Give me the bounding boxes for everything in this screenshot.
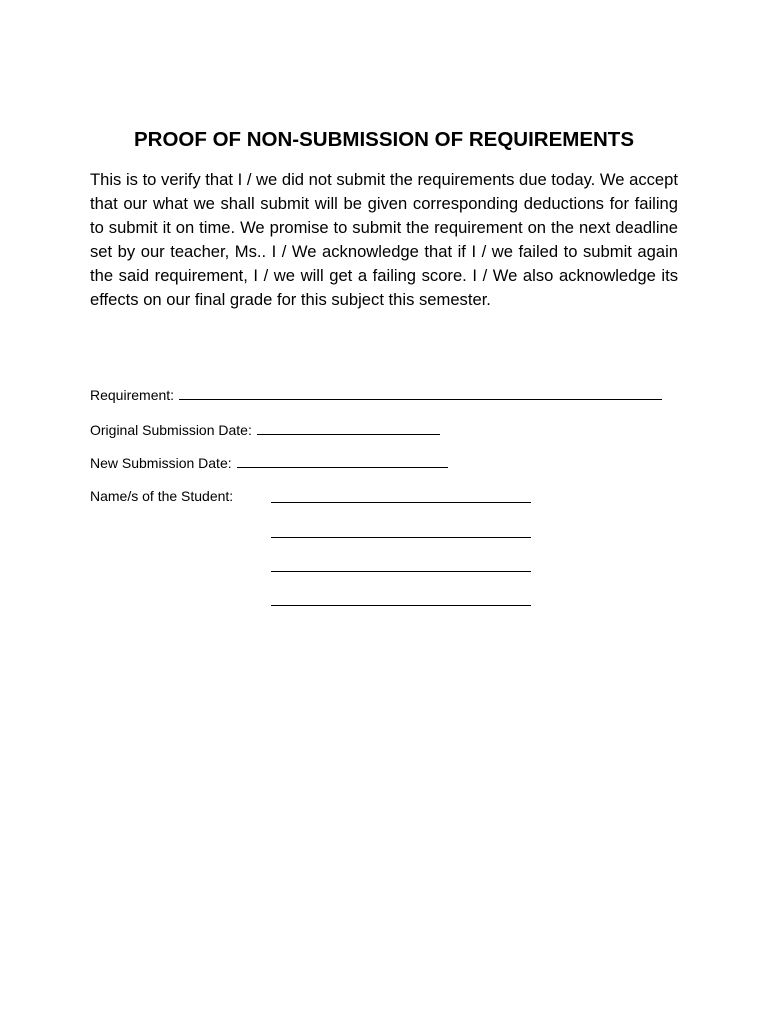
requirement-field bbox=[90, 386, 662, 404]
requirement-label: Requirement: bbox=[90, 387, 175, 403]
student-name-line-4[interactable] bbox=[271, 605, 531, 606]
student-name-line-3[interactable] bbox=[271, 571, 531, 572]
student-name-line-1[interactable] bbox=[271, 502, 531, 503]
original-submission-date-label: Original Submission Date: bbox=[90, 422, 252, 438]
new-submission-date-label: New Submission Date: bbox=[90, 455, 232, 471]
student-name-line-2[interactable] bbox=[271, 537, 531, 538]
original-submission-date-field bbox=[90, 421, 440, 439]
new-submission-date-field bbox=[90, 454, 448, 472]
student-names-field bbox=[90, 487, 233, 505]
verification-paragraph: This is to verify that I / we did not submit the requirements due today. We accept that our what we shall submit will be given corresponding deductions for failing to submit it on time. We promise to submit the requirement on the next deadline set by our teacher, Ms.. I / We acknowledge that if I / we failed to submit again the said requirement, I / we will get a failing score. I / We also acknowledge its effects on our final grade for this subject this semester. bbox=[90, 170, 678, 309]
original-submission-date-blank-line[interactable] bbox=[257, 422, 440, 435]
requirement-blank-line[interactable] bbox=[179, 387, 662, 400]
student-names-label: Name/s of the Student: bbox=[90, 488, 234, 504]
new-submission-date-blank-line[interactable] bbox=[237, 455, 448, 468]
document-title: PROOF OF NON-SUBMISSION OF REQUIREMENTS bbox=[134, 128, 634, 151]
